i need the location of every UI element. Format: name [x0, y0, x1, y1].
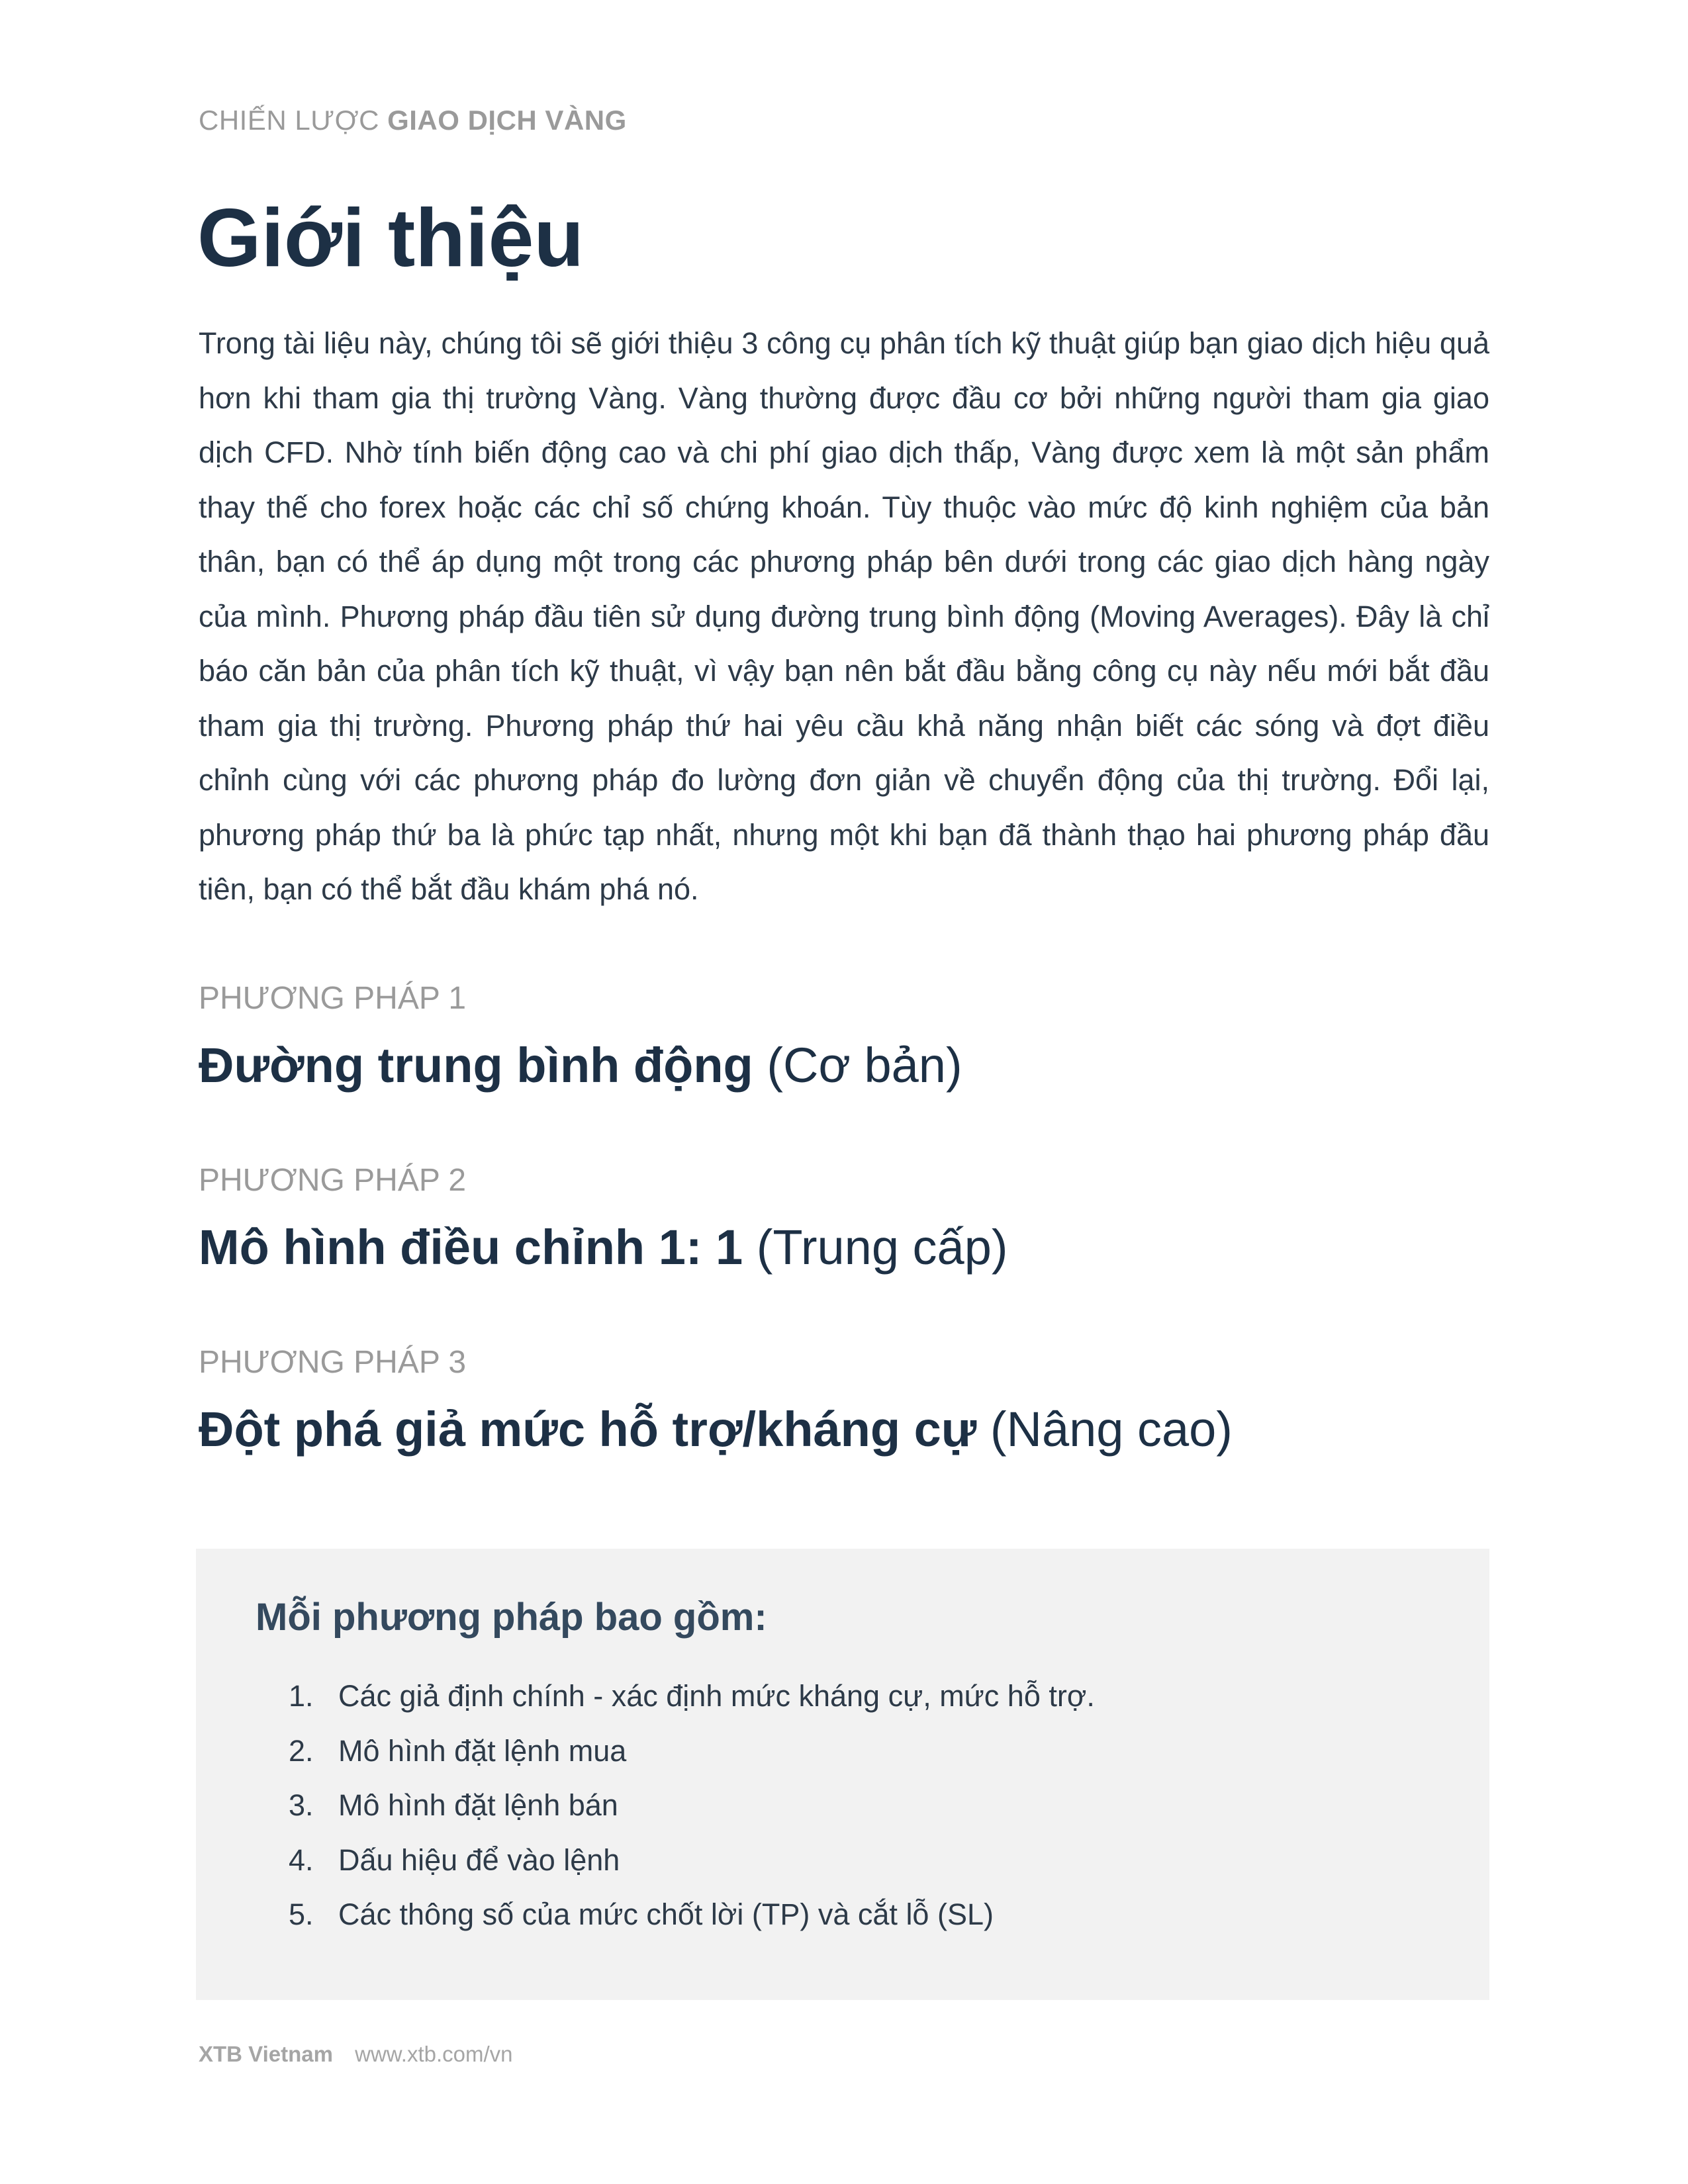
method-title — [199, 1218, 1489, 1277]
footer-url[interactable]: www.xtb.com/vn — [355, 2042, 513, 2066]
method-2 — [199, 1161, 1489, 1277]
list-item-number: 4. — [289, 1843, 314, 1877]
list-item — [289, 1724, 1095, 1779]
list-item-number: 2. — [289, 1733, 314, 1768]
method-1 — [199, 979, 1489, 1095]
info-box-heading: Mỗi phương pháp bao gồm: — [256, 1596, 767, 1639]
footer-brand: XTB Vietnam — [199, 2042, 333, 2066]
method-name: Đột phá giả mức hỗ trợ/kháng cự — [199, 1401, 977, 1457]
header-bold: GIAO DỊCH VÀNG — [387, 105, 627, 136]
list-item-number: 3. — [289, 1788, 314, 1822]
page-title: Giới thiệu — [197, 193, 585, 284]
method-3 — [199, 1343, 1489, 1459]
list-item-text: Các giả định chính - xác định mức kháng cự, mức hỗ trợ. — [338, 1679, 1095, 1713]
method-name: Đường trung bình động — [199, 1037, 753, 1093]
list-item-number: 5. — [289, 1897, 314, 1931]
info-list — [289, 1669, 1095, 1942]
list-item-text: Mô hình đặt lệnh mua — [338, 1733, 627, 1768]
list-item-number: 1. — [289, 1679, 314, 1713]
list-item — [289, 1888, 1095, 1942]
method-level: (Trung cấp) — [756, 1219, 1008, 1275]
list-item — [289, 1833, 1095, 1888]
intro-paragraph: Trong tài liệu này, chúng tôi sẽ giới thiệu 3 công cụ phân tích kỹ thuật giúp bạn giao dịch hiệu quả hơn khi tham gia thị trường Vàng. Vàng thường được đầu cơ bởi những người tham gia giao dịch CFD. Nhờ tính biến động cao và chi phí giao dịch thấp, Vàng được xem là một sản phẩm thay thế cho forex hoặc các chỉ số chứng khoán. Tùy thuộc vào mức độ kinh nghiệm của bản thân, bạn có thể áp dụng một trong các phương pháp bên dưới trong các giao dịch hàng ngày của mình. Phương pháp đầu tiên sử dụng đường trung bình động (Moving Averages). Đây là chỉ báo căn bản của phân tích kỹ thuật, vì vậy bạn nên bắt đầu bằng công cụ này nếu mới bắt đầu tham gia thị trường. Phương pháp thứ hai yêu cầu khả năng nhận biết các sóng và đợt điều chỉnh cùng với các phương pháp đo lường đơn giản về chuyển động của thị trường. Đổi lại, phương pháp thứ ba là phức tạp nhất, nhưng một khi bạn đã thành thạo hai phương pháp đầu tiên, bạn có thể bắt đầu khám phá nó. — [199, 326, 1489, 906]
method-name: Mô hình điều chỉnh 1: 1 — [199, 1219, 743, 1275]
method-title — [199, 1036, 1489, 1095]
method-level: (Nâng cao) — [990, 1401, 1233, 1457]
list-item-text: Dấu hiệu để vào lệnh — [338, 1843, 620, 1877]
method-kicker: PHƯƠNG PHÁP 3 — [199, 1345, 467, 1380]
method-kicker: PHƯƠNG PHÁP 2 — [199, 1163, 467, 1198]
page-footer — [199, 2042, 513, 2067]
method-level: (Cơ bản) — [767, 1037, 962, 1093]
list-item — [289, 1778, 1095, 1833]
list-item-text: Mô hình đặt lệnh bán — [338, 1788, 618, 1822]
method-title — [199, 1400, 1489, 1459]
list-item-text: Các thông số của mức chốt lời (TP) và cắt lỗ (SL) — [338, 1897, 994, 1931]
list-item — [289, 1669, 1095, 1724]
running-header — [199, 105, 627, 136]
method-kicker: PHƯƠNG PHÁP 1 — [199, 981, 467, 1016]
header-prefix: CHIẾN LƯỢC — [199, 105, 379, 136]
info-box — [196, 1549, 1489, 2000]
